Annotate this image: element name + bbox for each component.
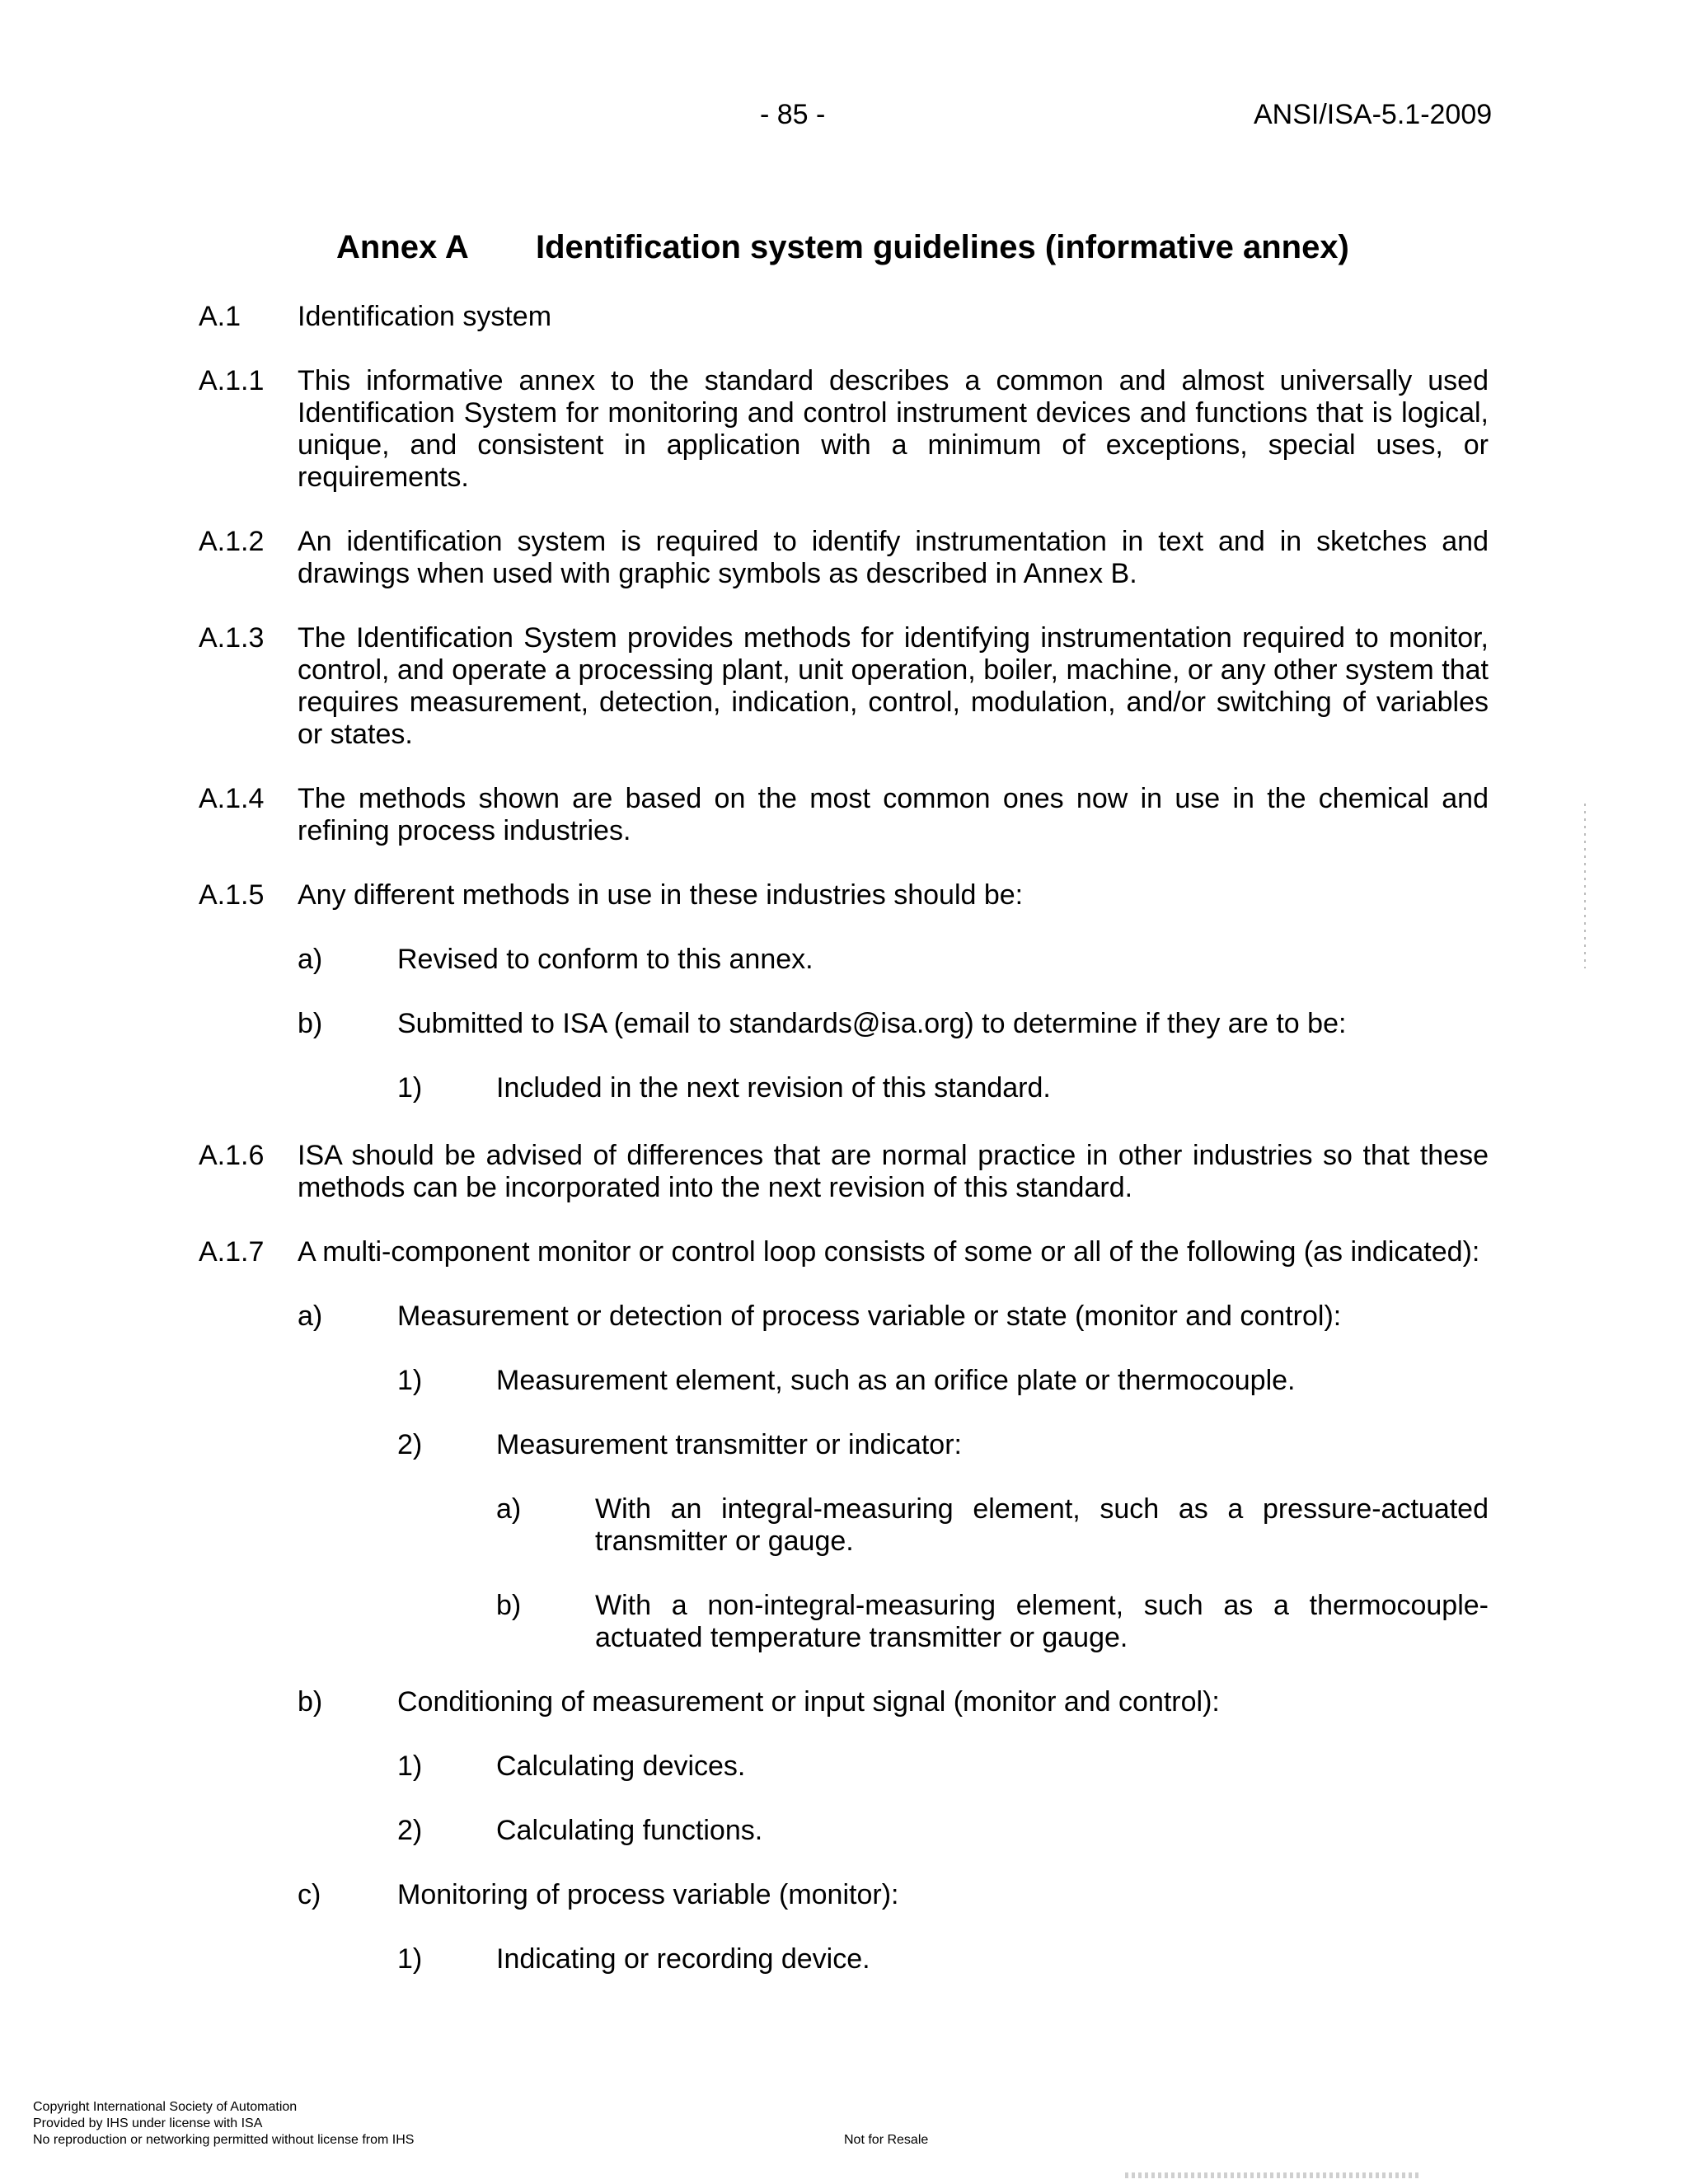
section-number: A.1.1 [199, 365, 265, 396]
list-item: Calculating functions. [496, 1815, 763, 1846]
list-item: Measurement transmitter or indicator: [496, 1429, 962, 1460]
list-marker: 1) [397, 1750, 423, 1782]
list-item: Measurement element, such as an orifice plate or thermocouple. [496, 1365, 1296, 1396]
list-item: Revised to conform to this annex. [397, 944, 814, 975]
list-item: With an integral-measuring element, such as a pressure-actuated transmitter or gauge. [595, 1493, 1489, 1557]
list-marker: b) [496, 1590, 522, 1621]
list-item: Conditioning of measurement or input signal (monitor and control): [397, 1686, 1220, 1718]
section-number: A.1 [199, 301, 241, 332]
annex-heading [336, 229, 1349, 266]
section-number: A.1.3 [199, 622, 265, 654]
list-item: Measurement or detection of process variable or state (monitor and control): [397, 1301, 1342, 1332]
section-paragraph: Any different methods in use in these industries should be: [298, 879, 1024, 911]
list-marker: a) [496, 1493, 522, 1525]
list-marker: b) [298, 1008, 323, 1039]
section-number: A.1.4 [199, 783, 265, 814]
standard-id: ANSI/ISA-5.1-2009 [1254, 99, 1493, 130]
list-marker: b) [298, 1686, 323, 1718]
list-marker: 1) [397, 1943, 423, 1975]
section-number: A.1.6 [199, 1140, 265, 1171]
list-item: With a non-integral-measuring element, such as a thermocouple-actuated temperature transmitter or gauge. [595, 1590, 1489, 1653]
list-marker: 1) [397, 1365, 423, 1396]
license-line: Provided by IHS under license with ISA [33, 2116, 263, 2130]
section-paragraph: This informative annex to the standard describes a common and almost universally used Identification System for monitoring and control instrument devices and functions that is logical, unique, and consistent in application with a minimum of exceptions, special uses, or requirements. [298, 365, 1489, 493]
annex-label: Annex A [336, 229, 469, 265]
list-marker: c) [298, 1879, 321, 1910]
section-paragraph: The methods shown are based on the most common ones now in use in the chemical and refining process industries. [298, 783, 1489, 846]
section-number: A.1.7 [199, 1236, 265, 1268]
list-marker: 2) [397, 1429, 423, 1460]
section-heading: Identification system [298, 301, 552, 332]
list-marker: 1) [397, 1072, 423, 1104]
list-marker: a) [298, 1301, 323, 1332]
list-item: Monitoring of process variable (monitor): [397, 1879, 899, 1910]
section-paragraph: The Identification System provides methods for identifying instrumentation required to monitor, control, and operate a processing plant, unit operation, boiler, machine, or any other system that requires measurement, detection, indication, control, modulation, and/or switching of variables or states. [298, 622, 1489, 750]
list-item: Calculating devices. [496, 1750, 746, 1782]
list-item: Submitted to ISA (email to standards@isa.org) to determine if they are to be: [397, 1008, 1347, 1039]
resale-notice: Not for Resale [844, 2133, 929, 2147]
annex-title: Identification system guidelines (informative annex) [536, 229, 1349, 265]
section-number: A.1.5 [199, 879, 265, 911]
list-item: Included in the next revision of this standard. [496, 1072, 1051, 1104]
section-paragraph: A multi-component monitor or control loop consists of some or all of the following (as indicated): [298, 1236, 1480, 1268]
list-marker: a) [298, 944, 323, 975]
scan-artifact-vertical [1584, 804, 1586, 968]
copyright-line: Copyright International Society of Automation [33, 2100, 298, 2114]
section-number: A.1.2 [199, 526, 265, 557]
list-item: Indicating or recording device. [496, 1943, 870, 1975]
page-number: - 85 - [760, 99, 826, 130]
reproduction-notice: No reproduction or networking permitted without license from IHS [33, 2133, 415, 2147]
section-paragraph: ISA should be advised of differences that are normal practice in other industries so that these methods can be incorporated into the next revision of this standard. [298, 1140, 1489, 1203]
section-paragraph: An identification system is required to identify instrumentation in text and in sketches and drawings when used with graphic symbols as described in Annex B. [298, 526, 1489, 589]
scan-artifact-bottom [1125, 2172, 1422, 2178]
list-marker: 2) [397, 1815, 423, 1846]
